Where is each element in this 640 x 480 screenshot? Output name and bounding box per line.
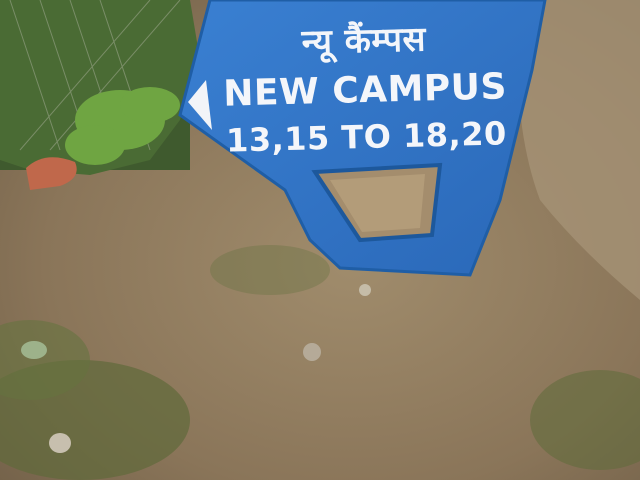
sign-title: NEW CAMPUS: [222, 66, 508, 115]
sign-hindi-text: न्यू कैंम्पस: [301, 19, 427, 63]
sign-text-area: [218, 6, 512, 164]
sign-numbers: 13,15 TO 18,20: [225, 114, 508, 160]
